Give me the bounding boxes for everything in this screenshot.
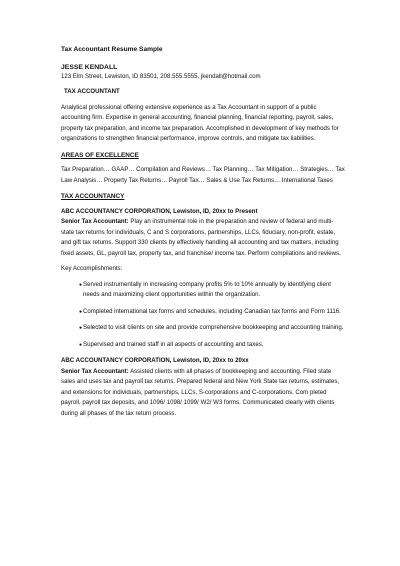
applicant-name: JESSE KENDALL: [61, 63, 118, 71]
list-item-text: Supervised and trained staff in all aspects of accounting and taxes.: [83, 340, 264, 348]
document-title: Tax Accountant Resume Sample: [61, 46, 163, 53]
experience-heading: TAX ACCOUNTANCY: [61, 193, 125, 200]
contact-line: 123 Elm Street, Lewiston, ID 83501, 208.555.5555, jkendall@hotmail.com: [61, 72, 261, 80]
bullet-icon: ●: [79, 308, 83, 315]
job1-role-label: Senior Tax Accountant:: [61, 218, 129, 225]
areas-heading: AREAS OF EXCELLENCE: [61, 151, 139, 159]
job1-description-text: Play an instrumental role in the preparation and review of federal and multi-state tax returns for individuals, C and S corporations, partnerships, LLCs, fiduciary, non-profit, estate, and gift tax returns. Support 330 clients by effectively handling all accounting and tax matters, including fixed assets, GL, payroll tax, property tax, and franchise/ income tax. Perform compilations and reviews.: [61, 218, 341, 257]
summary-paragraph: Analytical professional offering extensive experience as a Tax Accountant in support of a public accounting firm. Expertise in general accounting, financial planning, financial reporting, payroll, sales, property tax preparation, and income tax preparation. Accomplished in development of key methods for organizations to strengthen financial performance, improve controls, and mitigate tax liabilities.: [61, 103, 339, 142]
list-item: [79, 307, 346, 318]
list-item-text: Selected to visit clients on site and provide comprehensive bookkeeping and accounting training.: [83, 324, 344, 331]
resume-content: [61, 45, 346, 419]
list-item: [79, 323, 346, 334]
job1-org: ABC ACCOUNTANCY CORPORATION, Lewiston, ID, 20xx to Present: [61, 207, 258, 215]
list-item-text: Served instrumentally in increasing company profits 5% to 10% annually by identifying client needs and maximizing client opportunities within the organization.: [83, 280, 331, 298]
job2-org: ABC ACCOUNTANCY CORPORATION, Lewiston, ID, 20xx to 20xx: [61, 357, 249, 364]
bullet-icon: ●: [79, 325, 83, 331]
list-item-text: Completed international tax forms and schedules, including Canadian tax forms and Form 1116.: [83, 307, 341, 315]
bullet-icon: ●: [79, 341, 83, 348]
bullet-icon: ●: [79, 281, 83, 288]
list-item: [79, 280, 346, 301]
areas-text: Tax Preparation… GAAP… Compilation and Reviews… Tax Planning… Tax Mitigation… Strategies… Tax Law Analysis… Property Tax Returns… Payroll Tax… Sales & Use Tax Returns… International Taxes: [61, 166, 345, 184]
job2-role-label: Senior Tax Accountant:: [61, 367, 129, 375]
key-accomplishments-label: Key Accomplishments:: [61, 265, 123, 272]
accomplishments-list: [61, 280, 346, 351]
job2-description: [61, 367, 346, 420]
job1-description: [61, 217, 346, 259]
list-item: [79, 340, 346, 351]
role-title: TAX ACCOUNTANT: [64, 88, 120, 95]
job2-description-text: Assisted clients with all phases of bookkeeping and accounting. Filed state sales and uses tax and payroll tax returns. Prepared federal and New York State tax returns, estimates, and extensions for individuals, partnerships, LLCs, S-corporations and C-corporations. Com pleted payroll, payroll tax deposits, and 1096/ 1098/ 1099/ W2/ W3 forms. Communicated clearly with clients during all phases of the tax return process.: [61, 367, 340, 417]
